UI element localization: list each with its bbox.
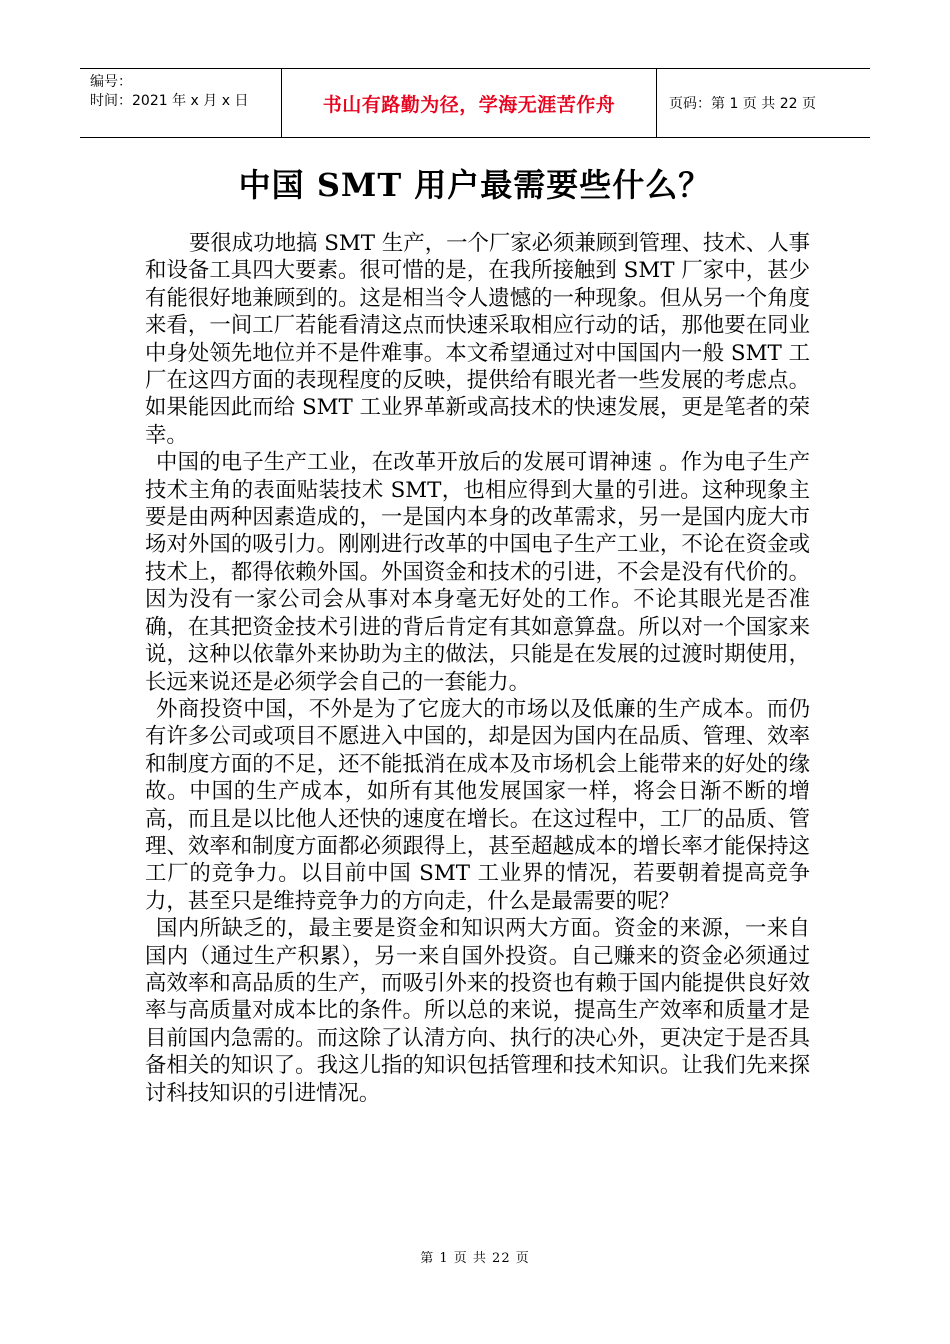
serial-number-label: 编号： xyxy=(90,74,132,90)
body-paragraph: 国内所缺乏的，最主要是资金和知识两大方面。资金的来源，一来自国内（通过生产积累），另一来自国外投资。自己赚来的资金必须通过高效率和高品质的生产，而吸引外来的投资也有赖于国内能提供良好效率与高质量对成本比的条件。所以总的来说，提高生产效率和质量才是目前国内急需的。而这除了认清方向、执行的决心外，更决定于是否具备相关的知识了。我这儿指的知识包括管理和技术知识。让我们先来探讨科技知识的引进情况。 xyxy=(145,916,810,1106)
document-body xyxy=(145,230,810,1107)
header-meta-cell xyxy=(80,69,282,137)
body-paragraph: 中国的电子生产工业，在改革开放后的发展可谓神速 。作为电子生产技术主角的表面贴装技术 SMT，也相应得到大量的引进。这种现象主要是由两种因素造成的，一是国内本身的改革需求，另一是国内庞大市场对外国的吸引力。刚刚进行改革的中国电子生产工业，不论在资金或技术上，都得依赖外国。外国资金和技术的引进，不会是没有代价的。因为没有一家公司会从事对本身毫无好处的工作。不论其眼光是否准确，在其把资金技术引进的背后肯定有其如意算盘。所以对一个国家来说，这种以依靠外来协助为主的做法，只能是在发展的过渡时期使用，长远来说还是必须学会自己的一套能力。 xyxy=(145,450,810,695)
body-paragraph: 要很成功地搞 SMT 生产，一个厂家必须兼顾到管理、技术、人事和设备工具四大要素。很可惜的是，在我所接触到 SMT 厂家中，甚少有能很好地兼顾到的。这是相当令人遗憾的一种现象。但从另一个角度来看，一间工厂若能看清这点而快速采取相应行动的话，那他要在同业中身处领先地位并不是件难事。本文希望通过对中国国内一般 SMT 工厂在这四方面的表现程度的反映，提供给有眼光者一些发展的考虑点。如果能因此而给 SMT 工业界革新或高技术的快速发展，更是笔者的荣幸。 xyxy=(145,231,810,448)
body-paragraph: 外商投资中国，不外是为了它庞大的市场以及低廉的生产成本。而仍有许多公司或项目不愿进入中国的，却是因为国内在品质、管理、效率和制度方面的不足，还不能抵消在成本及市场机会上能带来的好处的缘故。中国的生产成本，如所有其他发展国家一样，将会日渐不断的增高，而且是以比他人还快的速度在增长。在这过程中，工厂的品质、管理、效率和制度方面都必须跟得上，甚至超越成本的增长率才能保持这工厂的竞争力。以目前中国 SMT 工业界的情况，若要朝着提高竞争力，甚至只是维持竞争力的方向走，什么是最需要的呢？ xyxy=(145,696,810,914)
date-label: 时间：2021 年 x 月 x 日 xyxy=(90,93,249,109)
header-motto-cell xyxy=(282,69,657,137)
header-page-info: 页码：第 1 页 共 22 页 xyxy=(669,96,816,112)
document-header xyxy=(80,68,870,138)
document-title: 中国 SMT 用户最需要些什么？ xyxy=(238,166,712,204)
page-footer: 第 1 页 共 22 页 xyxy=(420,1251,530,1266)
header-motto: 书山有路勤为径，学海无涯苦作舟 xyxy=(322,93,616,116)
header-page-cell xyxy=(657,69,870,137)
